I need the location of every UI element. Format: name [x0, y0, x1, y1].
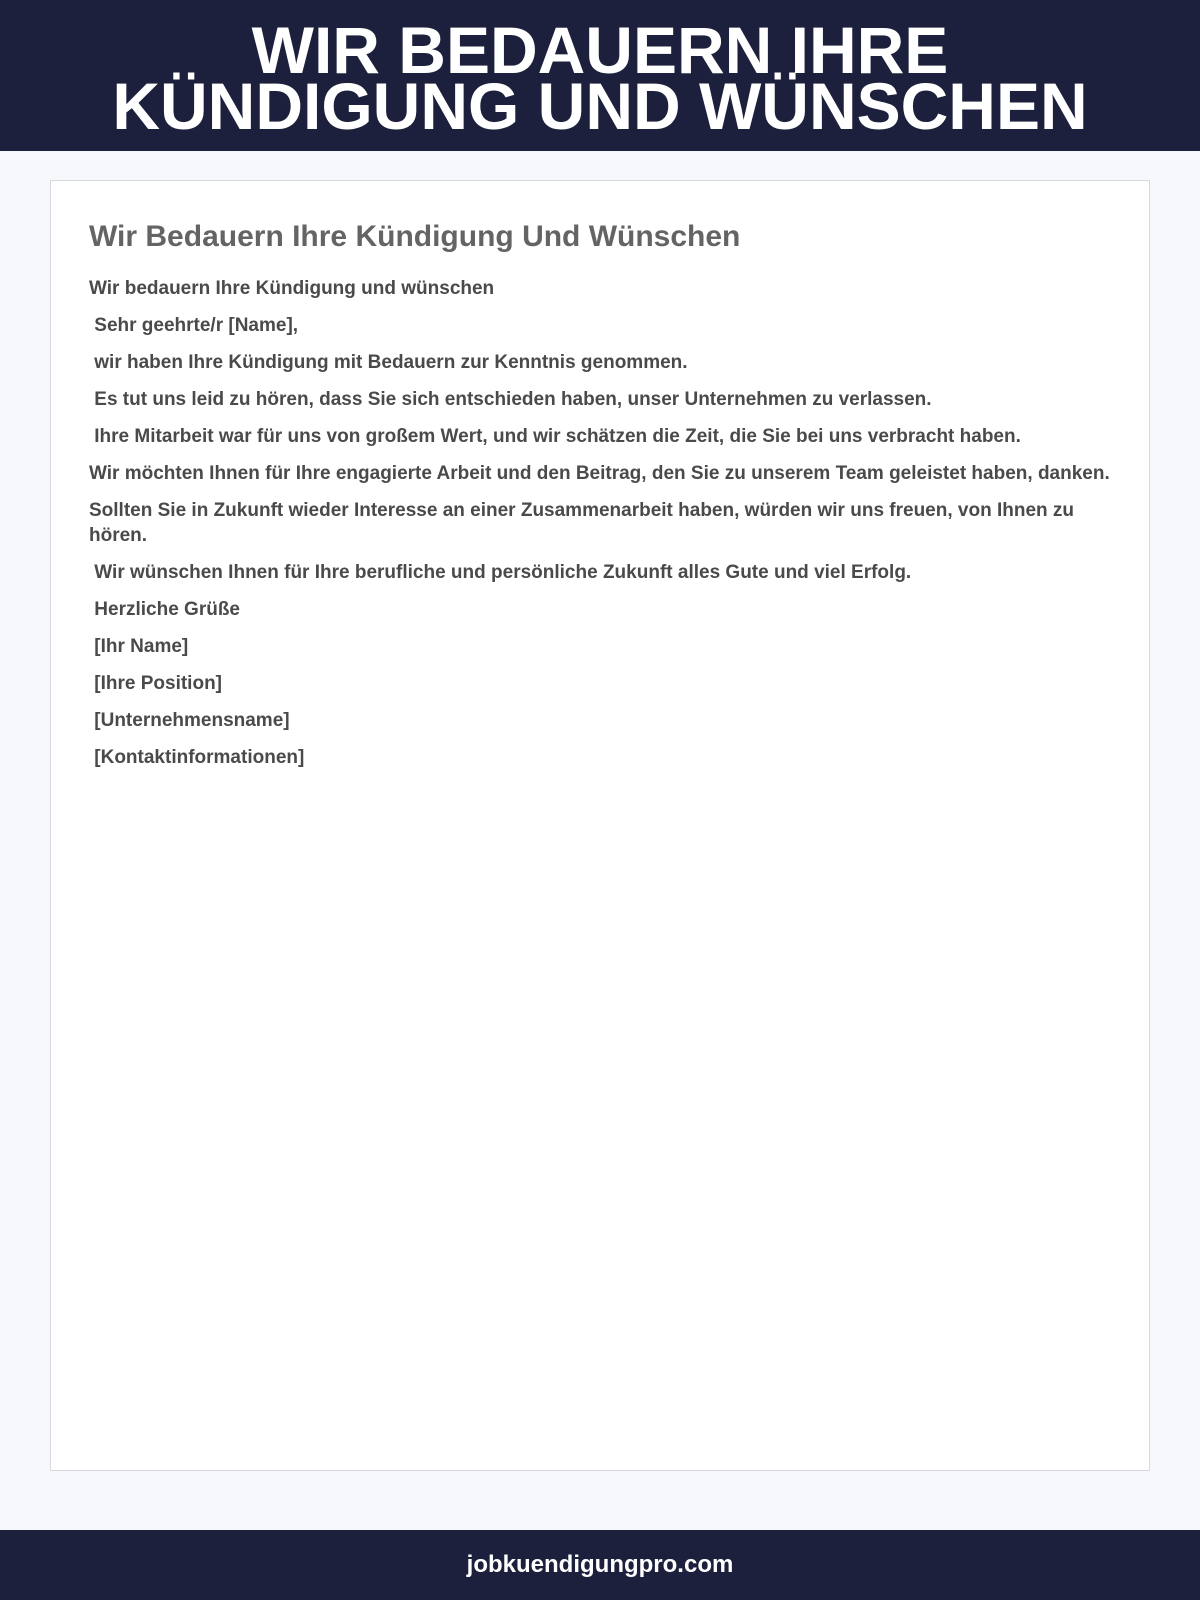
- letter-paragraph: [Unternehmensname]: [89, 710, 290, 731]
- document-title: Wir Bedauern Ihre Kündigung Und Wünschen: [89, 220, 741, 253]
- header-title: WIR BEDAUERN IHRE KÜNDIGUNG UND WÜNSCHEN: [112, 12, 1088, 143]
- letter-paragraph: [Ihr Name]: [89, 636, 189, 657]
- letter-paragraph: Sehr geehrte/r [Name],: [89, 315, 299, 336]
- letter-paragraph: [Kontaktinformationen]: [89, 747, 305, 768]
- page-footer: [0, 1530, 1200, 1600]
- letter-paragraph: wir haben Ihre Kündigung mit Bedauern zur Kenntnis genommen.: [89, 352, 688, 373]
- document-card: [50, 180, 1150, 1471]
- letter-paragraph: Herzliche Grüße: [89, 599, 240, 620]
- letter-paragraph: Wir bedauern Ihre Kündigung und wünschen: [89, 278, 495, 299]
- footer-site-name: jobkuendigungpro.com: [466, 1551, 734, 1578]
- letter-paragraph: Sollten Sie in Zukunft wieder Interesse an einer Zusammenarbeit haben, würden wir uns freuen, von Ihnen zu hören.: [89, 500, 1080, 546]
- letter-paragraph: Es tut uns leid zu hören, dass Sie sich entschieden haben, unser Unternehmen zu verlassen.: [89, 389, 932, 410]
- page-header: [0, 0, 1200, 151]
- letter-paragraph: Wir wünschen Ihnen für Ihre berufliche und persönliche Zukunft alles Gute und viel Erfolg.: [89, 562, 912, 583]
- letter-paragraph: Ihre Mitarbeit war für uns von großem Wert, und wir schätzen die Zeit, die Sie bei uns verbracht haben.: [89, 426, 1021, 447]
- letter-paragraph: [Ihre Position]: [89, 673, 223, 694]
- letter-paragraph: Wir möchten Ihnen für Ihre engagierte Arbeit und den Beitrag, den Sie zu unserem Team geleistet haben, danken.: [89, 463, 1110, 484]
